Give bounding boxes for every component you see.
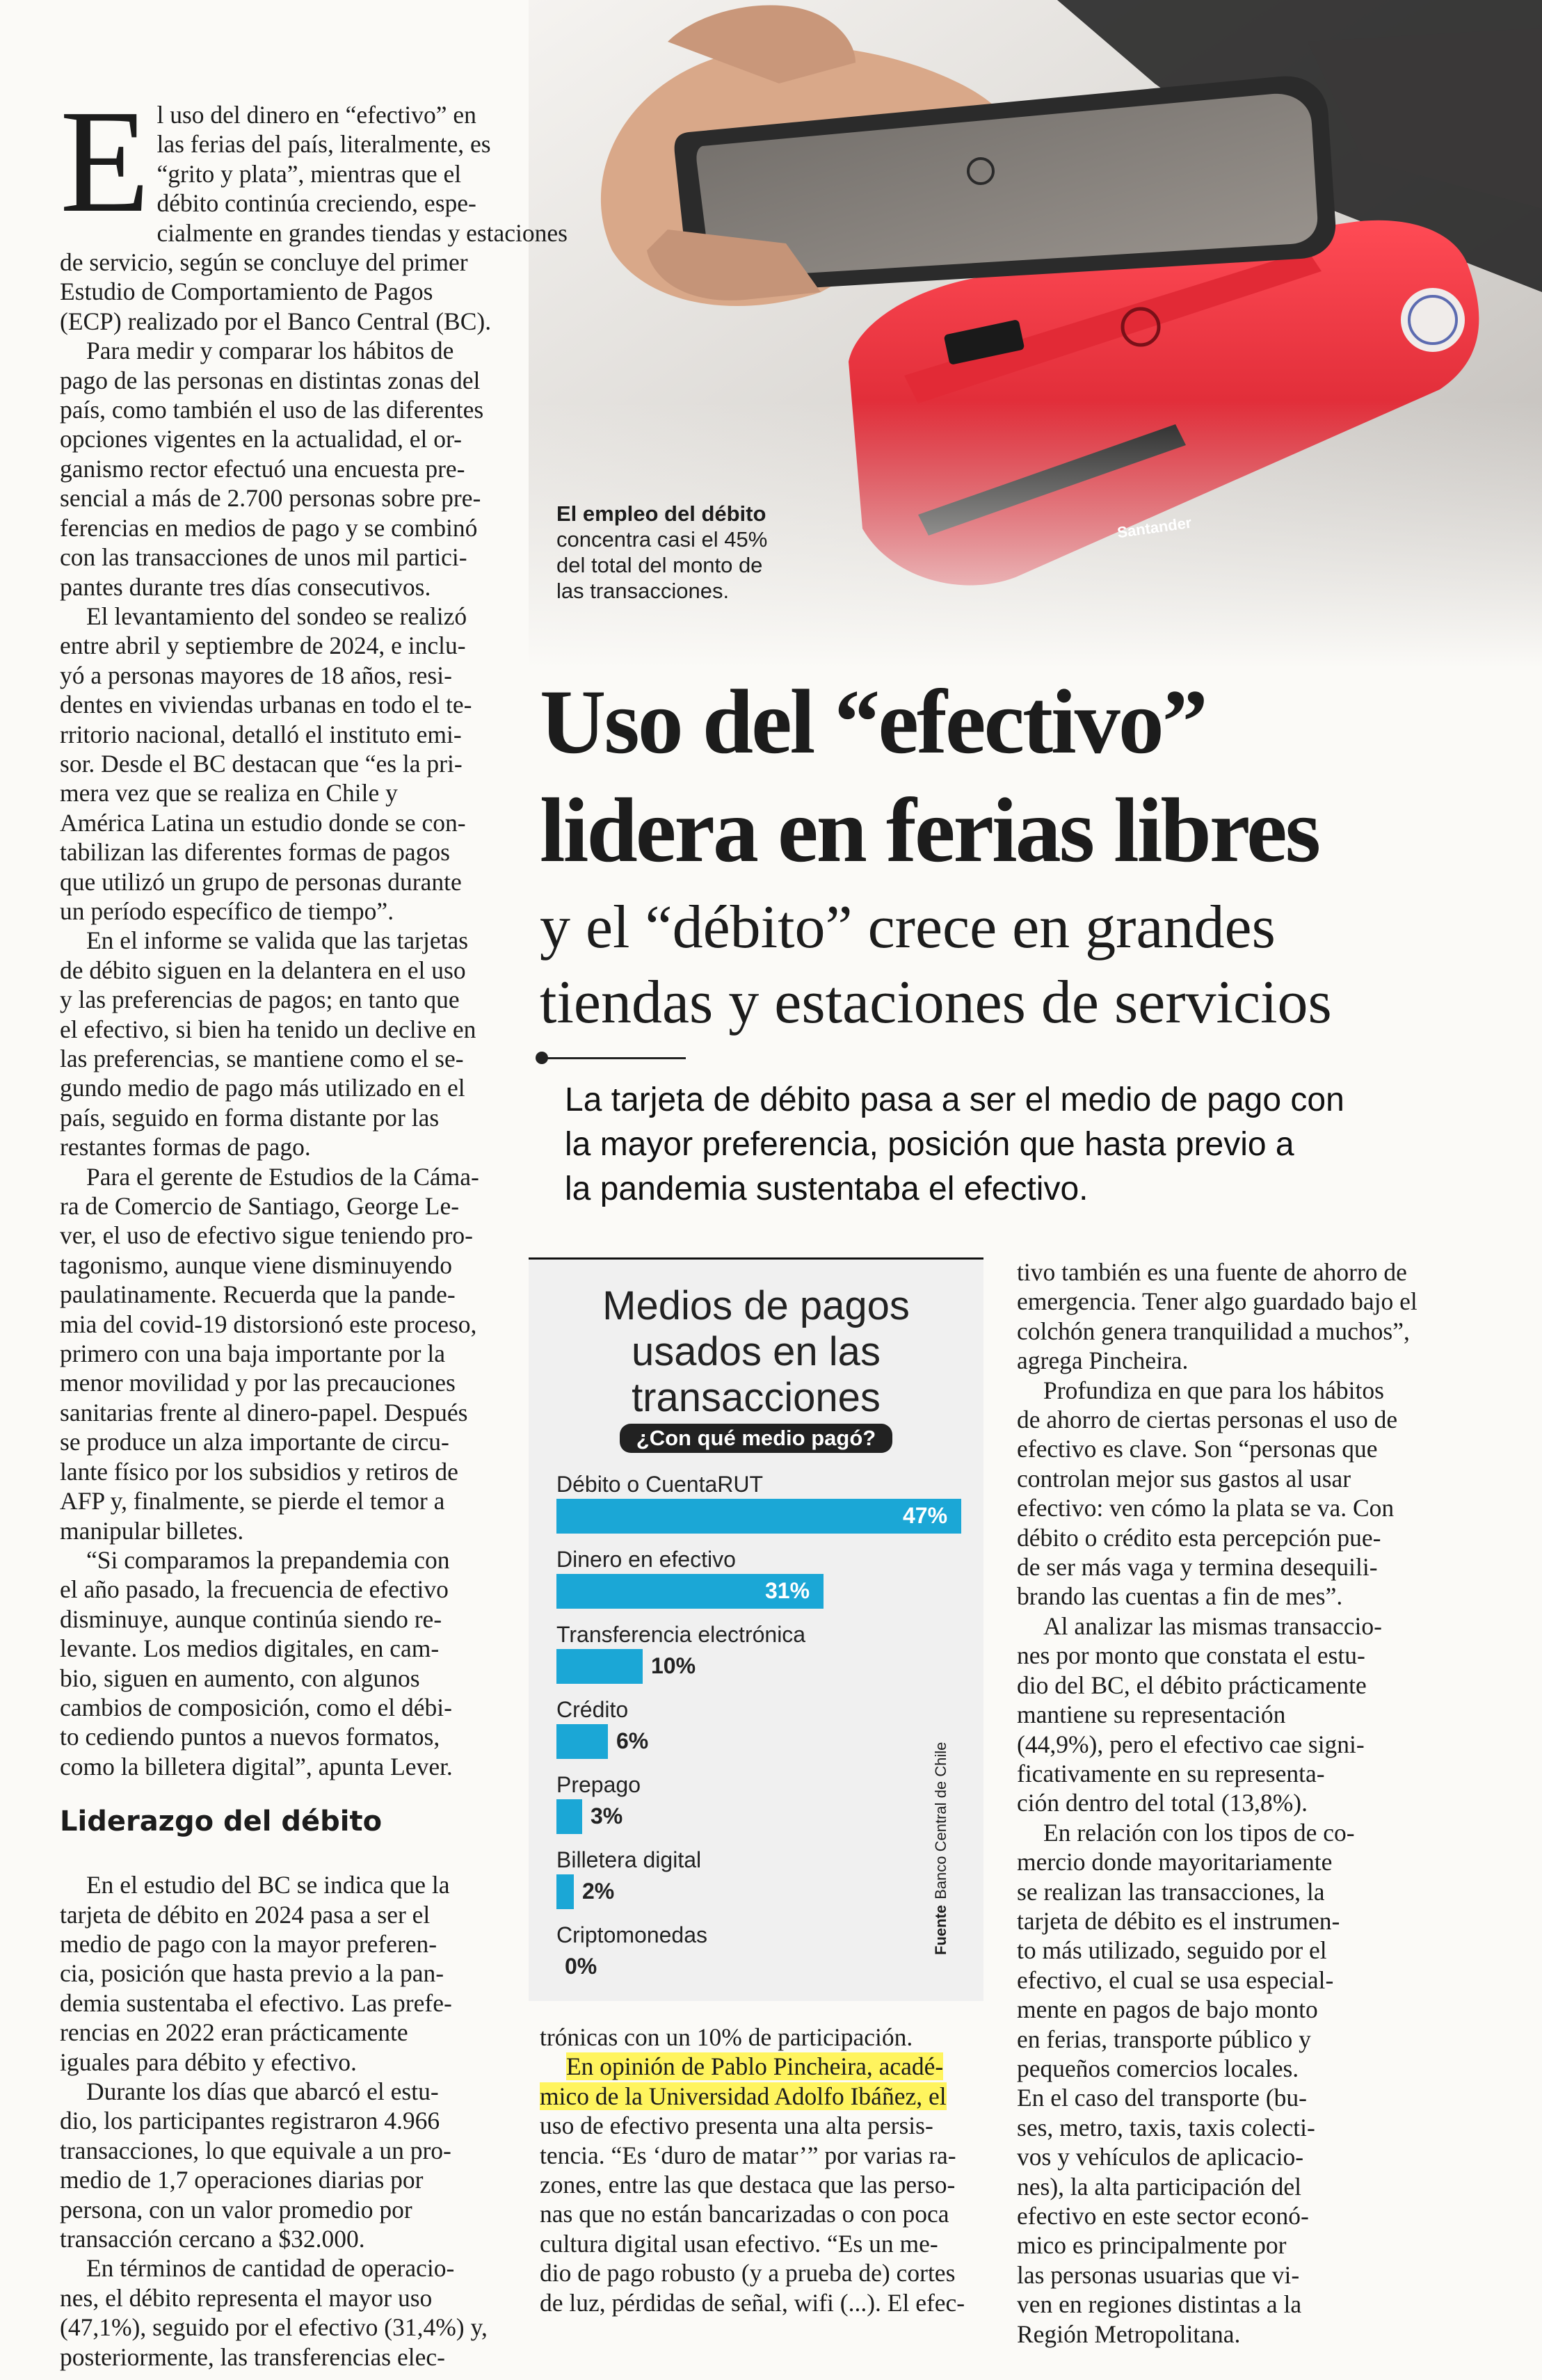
text-line: tencia. “Es ‘duro de matar’” por varias ra- — [540, 2141, 956, 2169]
middle-column — [540, 2023, 985, 2317]
text-line: efectivo: ven cómo la plata se va. Con — [1017, 1494, 1395, 1522]
text-line: trónicas con un 10% de participación. — [540, 2023, 913, 2051]
text-line: to más utilizado, seguido por el — [1017, 1936, 1327, 1965]
subhead: Liderazgo del débito — [60, 1806, 383, 1838]
text-line: zones, entre las que destaca que las perso- — [540, 2171, 956, 2199]
text-line: En relación con los tipos de co- — [1043, 1818, 1355, 1847]
highlighted-line — [540, 2052, 985, 2081]
right-column — [1017, 1257, 1488, 2349]
lede-line: la mayor preferencia, posición que hasta previo a — [565, 1126, 1294, 1163]
paragraph — [60, 2253, 509, 2372]
caption-lead: El empleo del débito — [556, 501, 766, 526]
text-line: controlan mejor sus gastos al usar — [1017, 1464, 1351, 1493]
text-line: se produce un alza importante de circu- — [60, 1428, 449, 1456]
text-line: Para el gerente de Estudios de la Cáma- — [86, 1162, 479, 1191]
chart-value-label: 0% — [565, 1954, 597, 1979]
text-line: tivo también es una fuente de ahorro de — [1017, 1258, 1407, 1286]
chart-bar — [556, 1499, 961, 1534]
chart-category-label: Dinero en efectivo — [556, 1547, 736, 1572]
divider-dot — [536, 1052, 548, 1064]
deck-line: y el “débito” crece en grandes — [540, 894, 1276, 961]
chart-category-label: Criptomonedas — [556, 1922, 707, 1947]
text-line: efectivo es clave. Son “personas que — [1017, 1435, 1378, 1463]
text-line: ses, metro, taxis, taxis colecti- — [1017, 2113, 1315, 2141]
paragraph — [60, 1870, 509, 2077]
text-line: ción dentro del total (13,8%). — [1017, 1789, 1308, 1817]
lede-line: La tarjeta de débito pasa a ser el medio de pago con — [565, 1082, 1344, 1118]
paragraph — [1017, 1611, 1488, 1818]
text-line: colchón genera tranquilidad a muchos”, — [1017, 1317, 1410, 1345]
divider-rule — [540, 1057, 686, 1059]
paragraph — [60, 336, 509, 602]
text-line: medio de pago con la mayor preferen- — [60, 1929, 437, 1958]
headline-block — [540, 668, 1534, 1040]
text-line: opciones vigentes en la actualidad, el or- — [60, 425, 462, 453]
chart-category-label: Débito o CuentaRUT — [556, 1472, 764, 1497]
chart-category-label: Crédito — [556, 1697, 629, 1722]
text-line: emergencia. Tener algo guardado bajo el — [1017, 1287, 1417, 1316]
text-line: restantes formas de pago. — [60, 1133, 311, 1161]
text-line: cambios de composición, como el débi- — [60, 1693, 452, 1721]
text-line: de débito siguen en la delantera en el uso — [60, 956, 466, 984]
text-line: transacciones, lo que equivale a un pro- — [60, 2136, 451, 2164]
highlight: En opinión de Pablo Pincheira, acadé- — [566, 2052, 944, 2081]
middle-paragraph — [540, 2052, 985, 2317]
text-line: nes), la alta participación del — [1017, 2172, 1302, 2201]
text-line: ra de Comercio de Santiago, George Le- — [60, 1192, 460, 1221]
chart-bar-row — [556, 1649, 946, 1684]
chart-bar — [556, 1649, 643, 1684]
text-line: AFP y, finalmente, se pierde el temor a — [60, 1487, 445, 1515]
left-paragraphs-after — [60, 1870, 509, 2372]
text-line: Estudio de Comportamiento de Pagos — [60, 278, 433, 306]
text-line: posteriormente, las transferencias elec- — [60, 2342, 445, 2371]
text-line: gundo medio de pago más utilizado en el — [60, 1074, 465, 1102]
text-line: medio de 1,7 operaciones diarias por — [60, 2166, 424, 2194]
text-line: las ferias del país, literalmente, es — [156, 130, 491, 159]
text-line: l uso del dinero en “efectivo” en — [156, 101, 476, 129]
text-line: en ferias, transporte público y — [1017, 2025, 1311, 2053]
text-line: demia sustentaba el efectivo. Las prefe- — [60, 1988, 452, 2017]
chart-bar — [556, 1724, 608, 1759]
text-line: Para medir y comparar los hábitos de — [86, 337, 454, 365]
text-line: América Latina un estudio donde se con- — [60, 808, 466, 837]
chart-bar — [556, 1874, 574, 1909]
text-line: tagonismo, aunque viene disminuyendo — [60, 1251, 452, 1279]
text-line: brando las cuentas a fin de mes”. — [1017, 1582, 1343, 1611]
text-line: de ahorro de ciertas personas el uso de — [1017, 1406, 1398, 1434]
text-line: ver, el uso de efectivo sigue teniendo pro- — [60, 1221, 473, 1250]
chart-bar-row — [556, 1874, 946, 1909]
chart-category-label: Billetera digital — [556, 1847, 702, 1872]
text-line: tarjeta de débito es el instrumen- — [1017, 1906, 1340, 1935]
text-line: de servicio, según se concluye del primer — [60, 248, 468, 277]
caption-line: las transacciones. — [556, 579, 730, 603]
text-line: mente en pagos de bajo monto — [1017, 1995, 1318, 2024]
chart-category-label: Transferencia electrónica — [556, 1622, 806, 1647]
chart-value-label: 2% — [582, 1879, 615, 1904]
text-line: sor. Desde el BC destacan que “es la pri- — [60, 749, 463, 778]
caption-line: del total del monto de — [556, 553, 763, 577]
text-line: primero con una baja importante por la — [60, 1340, 445, 1368]
text-line: tabilizan las diferentes formas de pagos — [60, 838, 450, 867]
text-line: nes por monto que constata el estu- — [1017, 1641, 1365, 1670]
santander-logo: Santander — [1116, 513, 1193, 542]
text-line: mercio donde mayoritariamente — [1017, 1848, 1333, 1876]
chart-value-label: 6% — [616, 1728, 649, 1753]
chart-title-line: transacciones — [632, 1375, 881, 1420]
middle-paragraph — [540, 2023, 985, 2052]
text-line: mera vez que se realiza en Chile y — [60, 779, 398, 807]
paragraph — [1017, 1257, 1488, 1376]
drop-cap: E — [60, 79, 150, 243]
caption-line: concentra casi el 45% — [556, 527, 768, 552]
text-line: En el caso del transporte (bu- — [1017, 2084, 1307, 2112]
text-line: sencial a más de 2.700 personas sobre pre- — [60, 484, 481, 513]
paragraph — [60, 602, 509, 926]
chart-bar-row — [556, 1949, 946, 1984]
text-line: débito o crédito esta percepción pue- — [1017, 1523, 1381, 1552]
text-line: con las transacciones de unos mil partici- — [60, 543, 467, 572]
text-line: Región Metropolitana. — [1017, 2319, 1241, 2348]
text-line: dio del BC, el débito prácticamente — [1017, 1671, 1367, 1699]
chart-bar-row — [556, 1724, 946, 1759]
text-line: uso de efectivo presenta una alta persis- — [540, 2112, 933, 2140]
text-line: mia del covid-19 distorsionó este proceso, — [60, 1310, 477, 1338]
text-line: entre abril y septiembre de 2024, e inclu- — [60, 632, 466, 660]
text-line: “grito y plata”, mientras que el — [156, 159, 462, 188]
chart-value-label: 3% — [591, 1803, 623, 1828]
headline-line: lidera en ferias libres — [540, 779, 1319, 881]
text-line: pantes durante tres días consecutivos. — [60, 572, 431, 601]
text-line: dio, los participantes registraron 4.966 — [60, 2107, 440, 2135]
text-line: pequeños comercios locales. — [1017, 2054, 1299, 2082]
chart-value-label: 47% — [903, 1503, 948, 1528]
chart-value-label: 10% — [651, 1653, 696, 1678]
text-line: rritorio nacional, detalló el instituto emi- — [60, 720, 462, 748]
text-line: paulatinamente. Recuerda que la pande- — [60, 1280, 456, 1309]
chart-bar — [556, 1799, 582, 1834]
paragraph — [1017, 1376, 1488, 1611]
text-line: levante. Los medios digitales, en cam- — [60, 1634, 440, 1663]
text-line: El levantamiento del sondeo se realizó — [86, 602, 467, 630]
text-line: En términos de cantidad de operacio- — [86, 2254, 455, 2283]
text-line: efectivo en este sector econó- — [1017, 2202, 1309, 2230]
text-line: nes, el débito representa el mayor uso — [60, 2283, 433, 2312]
text-line: lante físico por los subsidios y retiros de — [60, 1457, 458, 1486]
text-line: transacción cercano a $32.000. — [60, 2225, 365, 2253]
text-line: dio de pago robusto (y a prueba de) cortes — [540, 2259, 956, 2287]
text-line: cia, posición que hasta previo a la pan- — [60, 1959, 444, 1988]
text-line: pago de las personas en distintas zonas del — [60, 366, 481, 394]
text-line: En el informe se valida que las tarjetas — [86, 926, 469, 955]
text-line: y las preferencias de pagos; en tanto que — [60, 986, 460, 1014]
text-line: “Si comparamos la prepandemia con — [86, 1545, 450, 1574]
text-line: yó a personas mayores de 18 años, resi- — [60, 661, 452, 689]
chart-value-label: 31% — [765, 1578, 810, 1603]
deck-line: tiendas y estaciones de servicios — [540, 969, 1332, 1036]
chart-title — [529, 1283, 983, 1421]
text-line: cultura digital usan efectivo. “Es un me- — [540, 2229, 938, 2258]
text-line: (44,9%), pero el efectivo cae signi- — [1017, 1730, 1365, 1758]
text-line: un período específico de tiempo”. — [60, 896, 394, 925]
chart-bar-row — [556, 1499, 946, 1534]
text-line: el año pasado, la frecuencia de efectivo — [60, 1575, 449, 1604]
chart-bar-row — [556, 1799, 946, 1834]
text-line: manipular billetes. — [60, 1516, 244, 1545]
paragraph — [60, 2077, 509, 2253]
middle-rest — [540, 2111, 985, 2317]
text-line: vos y vehículos de aplicacio- — [1017, 2143, 1304, 2171]
text-line: las personas usuarias que vi- — [1017, 2260, 1300, 2289]
text-line: ganismo rector efectuó una encuesta pre- — [60, 454, 465, 483]
text-line: ficativamente en su representa- — [1017, 1759, 1325, 1787]
text-line: como la billetera digital”, apunta Lever. — [60, 1752, 453, 1780]
text-line: de ser más vaga y termina desequili- — [1017, 1553, 1378, 1582]
text-line: se realizan las transacciones, la — [1017, 1877, 1325, 1906]
lede — [565, 1078, 1344, 1212]
chart-title-line: Medios de pagos — [602, 1283, 910, 1328]
text-line: (47,1%), seguido por el efectivo (31,4%) y, — [60, 2313, 488, 2342]
chart-source-label: Fuente — [932, 1904, 949, 1955]
text-line: las preferencias, se mantiene como el se- — [60, 1045, 464, 1072]
paragraph — [1017, 1818, 1488, 2349]
paragraph — [60, 926, 509, 1161]
photo-caption — [556, 501, 793, 604]
text-line: tarjeta de débito en 2024 pasa a ser el — [60, 1900, 431, 1929]
chart-title-line: usados en las — [632, 1329, 881, 1374]
chart-bars — [556, 1470, 946, 1995]
headline-line: Uso del “efectivo” — [540, 670, 1206, 773]
text-line: menor movilidad y por las precauciones — [60, 1369, 456, 1397]
highlighted-line — [540, 2082, 985, 2111]
text-line: cialmente en grandes tiendas y estaciones — [156, 218, 568, 247]
paragraph — [60, 1162, 509, 1545]
text-line: efectivo, el cual se usa especial- — [1017, 1965, 1334, 1994]
text-line: agrega Pincheira. — [1017, 1346, 1189, 1375]
paragraph — [60, 1545, 509, 1781]
text-line: país, seguido en forma distante por las — [60, 1103, 440, 1132]
text-line: país, como también el uso de las diferentes — [60, 396, 484, 424]
text-line: (ECP) realizado por el Banco Central (BC). — [60, 307, 492, 335]
text-line: Profundiza en que para los hábitos — [1043, 1376, 1384, 1404]
text-line: mantiene su representación — [1017, 1700, 1286, 1729]
text-line: ven en regiones distintas a la — [1017, 2290, 1302, 2319]
text-line: mico es principalmente por — [1017, 2231, 1287, 2260]
lede-line: la pandemia sustentaba el efectivo. — [565, 1171, 1089, 1207]
text-line: de luz, pérdidas de señal, wifi (...). El efec- — [540, 2288, 965, 2317]
payment-methods-chart — [529, 1257, 983, 2001]
text-line: débito continúa creciendo, espe- — [156, 189, 476, 218]
chart-source-text: Banco Central de Chile — [932, 1742, 949, 1899]
text-line: el efectivo, si bien ha tenido un declive en — [60, 1015, 476, 1043]
left-column — [60, 79, 568, 2372]
text-line: iguales para débito y efectivo. — [60, 2048, 357, 2076]
text-line: que utilizó un grupo de personas durante — [60, 867, 462, 896]
text-line: bio, siguen en aumento, con algunos — [60, 1664, 420, 1692]
text-line: dentes en viviendas urbanas en todo el te- — [60, 691, 472, 719]
text-line: Durante los días que abarcó el estu- — [86, 2077, 439, 2105]
highlight: mico de la Universidad Adolfo Ibáñez, el — [540, 2082, 947, 2110]
text-line: to cediendo puntos a nuevos formatos, — [60, 1723, 440, 1751]
chart-question-pill: ¿Con qué medio pagó? — [620, 1424, 892, 1453]
text-line: Al analizar las mismas transaccio- — [1043, 1611, 1382, 1640]
chart-source — [932, 1742, 950, 1955]
chart-bar-row — [556, 1574, 946, 1609]
text-line: disminuye, aunque continúa siendo re- — [60, 1605, 442, 1633]
text-line: sanitarias frente al dinero-papel. Después — [60, 1398, 468, 1426]
text-line: nas que no están bancarizadas o con poca — [540, 2200, 949, 2228]
left-paragraphs — [60, 79, 568, 1781]
chart-category-label: Prepago — [556, 1772, 641, 1797]
text-line: ferencias en medios de pago y se combinó — [60, 513, 478, 542]
text-line: persona, con un valor promedio por — [60, 2195, 412, 2224]
text-line: En el estudio del BC se indica que la — [86, 1871, 450, 1899]
text-line: rencias en 2022 eran prácticamente — [60, 2018, 408, 2047]
